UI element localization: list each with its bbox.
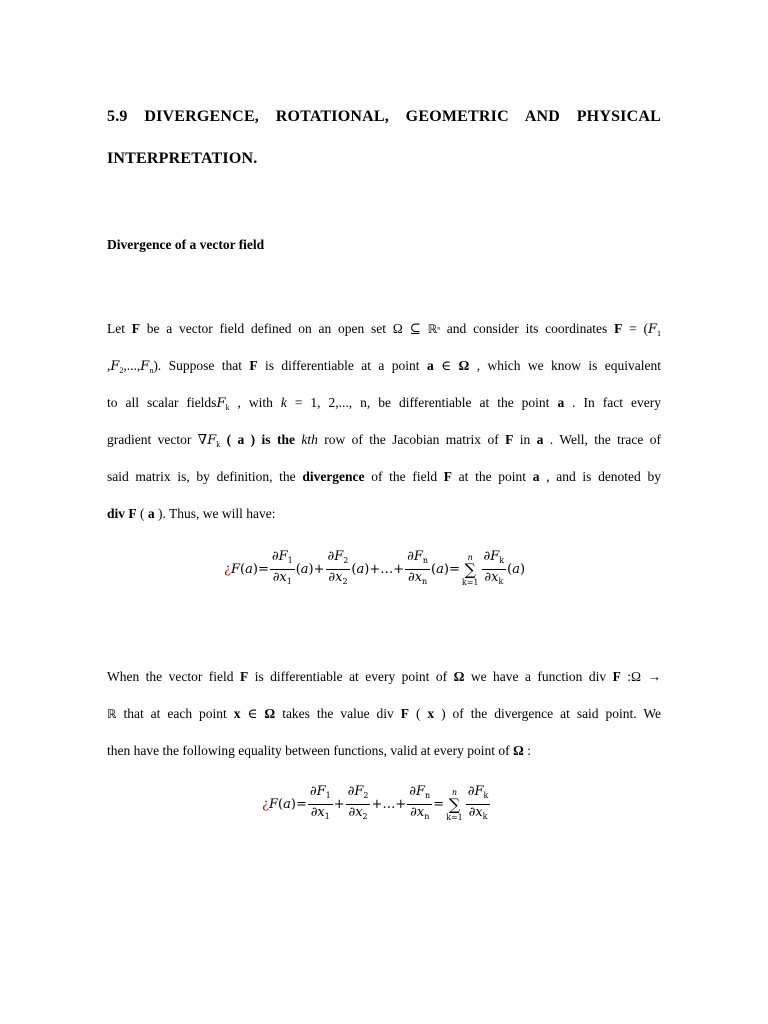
math-F: F xyxy=(316,784,326,799)
math-partial: ∂ xyxy=(310,805,318,820)
text: = ( xyxy=(622,321,648,336)
text-bold: a xyxy=(147,506,155,521)
text: , and is denoted by xyxy=(539,469,661,484)
math-a: a xyxy=(245,562,253,577)
paragraph-definition xyxy=(107,310,661,532)
section-heading-line-2: INTERPRETATION. xyxy=(107,150,258,167)
text-italic: kth xyxy=(301,432,318,447)
math-subscript: 2 xyxy=(343,556,349,565)
text: is differentiable at every point of xyxy=(248,669,454,684)
text: . Well, the trace of xyxy=(543,432,661,447)
text-italic: k xyxy=(280,395,287,410)
summation xyxy=(446,788,463,822)
text: When the vector field xyxy=(107,669,240,684)
math-F: F xyxy=(647,322,657,337)
math-paren: ( xyxy=(295,562,301,577)
math-F: F xyxy=(413,549,423,564)
broken-glyph: ¿ xyxy=(262,797,269,812)
math-equals: = xyxy=(257,562,269,577)
math-partial: ∂ xyxy=(407,549,414,564)
math-subscript: k xyxy=(483,791,489,800)
math-subscript: k xyxy=(498,577,504,586)
math-partial: ∂ xyxy=(309,784,317,799)
math-partial: ∂ xyxy=(407,570,415,585)
math-subscript: 2 xyxy=(362,812,368,821)
text: in xyxy=(513,432,537,447)
math-a: a xyxy=(300,562,309,577)
text: row of the Jacobian matrix of xyxy=(317,432,506,447)
fraction xyxy=(405,549,430,590)
math-a: a xyxy=(436,562,444,577)
text: ( xyxy=(136,506,148,521)
math-x: x xyxy=(475,805,483,820)
subsection-heading: Divergence of a vector field xyxy=(107,237,265,252)
text-bold: ) is the xyxy=(244,432,302,447)
fraction xyxy=(407,784,432,825)
math-x: x xyxy=(416,805,425,820)
text-bold: F xyxy=(240,669,249,684)
fraction xyxy=(482,549,507,590)
paragraph-line xyxy=(107,458,661,495)
math-equals: = xyxy=(433,797,445,812)
math-a: a xyxy=(356,562,365,577)
sigma-symbol: ∑ xyxy=(448,794,461,814)
text-bold: a xyxy=(532,469,540,484)
paragraph-line xyxy=(107,495,661,532)
text: : xyxy=(523,743,531,758)
text-bold: x xyxy=(427,706,435,721)
math-partial: ∂ xyxy=(347,784,355,799)
reals-symbol: ℝ xyxy=(107,707,117,721)
math-paren: ( xyxy=(431,562,437,577)
math-paren: ) xyxy=(308,562,314,577)
math-ellipsis: … xyxy=(382,797,396,812)
math-subscript: 2 xyxy=(342,577,348,586)
math-partial: ∂ xyxy=(483,549,491,564)
text: and consider its coordinates xyxy=(440,321,615,336)
math-subscript: n xyxy=(425,791,431,800)
text-bold: Ω xyxy=(264,706,276,721)
math-plus: + xyxy=(393,562,405,577)
text: ∈ xyxy=(240,706,265,721)
fraction xyxy=(308,784,333,825)
fraction xyxy=(466,784,491,825)
text: takes the value div xyxy=(275,706,401,721)
math-partial: ∂ xyxy=(272,570,280,585)
text: ). Suppose that xyxy=(153,358,250,373)
math-x: x xyxy=(491,570,499,585)
text: ( xyxy=(408,706,428,721)
text: = 1, 2,..., n, be differentiable at the point xyxy=(286,395,558,410)
fraction xyxy=(270,549,295,590)
math-partial: ∂ xyxy=(410,805,417,820)
divergence-formula-pointwise xyxy=(224,549,525,590)
math-subscript: 1 xyxy=(324,812,330,821)
math-subscript: n xyxy=(149,366,154,375)
fraction xyxy=(326,549,351,590)
paragraph-function xyxy=(107,658,661,769)
math-subscript: k xyxy=(225,403,230,412)
text-bold: a xyxy=(237,432,245,447)
text-bold: divergence xyxy=(302,469,365,484)
text: Let xyxy=(107,321,132,336)
math-paren: ) xyxy=(252,562,258,577)
paragraph-line xyxy=(107,695,661,732)
math-subscript: 1 xyxy=(286,577,292,586)
section-heading-line-1: 5.9 DIVERGENCE, ROTATIONAL, GEOMETRIC AND PHYSICAL xyxy=(107,108,661,125)
text: , xyxy=(107,358,111,373)
sum-upper-limit: n xyxy=(451,787,457,797)
math-F: F xyxy=(354,784,364,799)
text-bold: a xyxy=(536,432,544,447)
reals-symbol: ℝ xyxy=(427,322,438,336)
math-F: F xyxy=(268,797,279,812)
math-a: a xyxy=(283,797,291,812)
text-bold: F xyxy=(505,432,514,447)
math-equals: = xyxy=(295,797,307,812)
sigma-symbol: ∑ xyxy=(464,559,476,579)
math-paren: ) xyxy=(443,562,449,577)
text: gradient vector ∇ xyxy=(107,432,208,447)
math-F: F xyxy=(278,549,288,564)
sum-lower-limit: k=1 xyxy=(446,812,463,822)
text-bold: F xyxy=(400,706,409,721)
math-partial: ∂ xyxy=(327,549,335,564)
math-F: F xyxy=(207,433,217,448)
math-partial: ∂ xyxy=(484,570,492,585)
math-F: F xyxy=(140,359,150,374)
text: at the point xyxy=(452,469,533,484)
text-bold: F xyxy=(614,321,623,336)
math-subscript: 1 xyxy=(657,329,661,338)
math-subscript: k xyxy=(216,440,221,449)
text: we have a function div xyxy=(464,669,613,684)
math-partial: ∂ xyxy=(271,549,279,564)
paragraph-line xyxy=(107,421,661,458)
text-bold: F xyxy=(131,321,141,336)
text: ) of the divergence at said point. We xyxy=(434,706,662,721)
paragraph-line xyxy=(107,732,661,769)
math-paren: ) xyxy=(519,562,526,577)
text: is differentiable at a point xyxy=(257,358,427,373)
text: , with xyxy=(229,395,281,410)
math-x: x xyxy=(335,570,343,585)
math-plus: + xyxy=(333,797,345,812)
math-x: x xyxy=(355,805,363,820)
math-x: x xyxy=(414,570,423,585)
math-paren: ( xyxy=(351,562,357,577)
text-bold: a xyxy=(557,395,565,410)
text: :Ω → xyxy=(620,669,661,684)
text: of the field xyxy=(364,469,444,484)
math-F: F xyxy=(490,549,500,564)
math-subscript: n xyxy=(422,577,428,586)
math-partial: ∂ xyxy=(467,784,475,799)
text: then have the following equality between functions, valid at every point of xyxy=(107,743,514,758)
text-bold: div F xyxy=(107,506,137,521)
text-bold: F xyxy=(249,358,258,373)
summation xyxy=(462,553,479,587)
fraction xyxy=(346,784,371,825)
text: ∈ xyxy=(433,358,459,373)
text: be a vector field defined on an open set Ω ⊆ xyxy=(140,321,428,336)
text-bold: a xyxy=(426,358,434,373)
paragraph-line xyxy=(107,384,661,421)
math-F: F xyxy=(110,359,120,374)
math-subscript: n xyxy=(424,812,430,821)
text-bold: F xyxy=(443,469,452,484)
math-paren: ) xyxy=(364,562,370,577)
math-paren: ) xyxy=(290,797,296,812)
text-bold: Ω xyxy=(453,669,465,684)
math-F: F xyxy=(474,784,484,799)
paragraph-line xyxy=(107,347,661,384)
text: to all scalar fields xyxy=(107,395,217,410)
paragraph-line xyxy=(107,658,661,695)
math-plus: + xyxy=(369,562,381,577)
math-x: x xyxy=(317,805,325,820)
math-subscript: 1 xyxy=(325,791,331,800)
math-partial: ∂ xyxy=(409,784,417,799)
math-subscript: 2 xyxy=(363,791,369,800)
text: said matrix is, by definition, the xyxy=(107,469,303,484)
sum-upper-limit: n xyxy=(467,552,473,562)
math-a: a xyxy=(512,562,520,577)
math-plus: + xyxy=(313,562,325,577)
divergence-formula-function xyxy=(262,784,491,825)
sum-lower-limit: k=1 xyxy=(461,577,479,587)
math-plus: + xyxy=(371,797,383,812)
math-partial: ∂ xyxy=(328,570,336,585)
math-F: F xyxy=(230,562,241,577)
math-F: F xyxy=(216,396,226,411)
math-subscript: n xyxy=(422,556,429,565)
math-partial: ∂ xyxy=(468,805,476,820)
text-bold: ( xyxy=(220,432,238,447)
broken-glyph: ¿ xyxy=(224,562,231,577)
math-subscript: 2 xyxy=(119,366,124,375)
text: that at each point xyxy=(116,706,234,721)
superscript-n: ⁿ xyxy=(437,324,441,334)
text-bold: x xyxy=(233,706,241,721)
math-subscript: k xyxy=(482,812,488,821)
math-paren: ( xyxy=(278,797,284,812)
text: ). Thus, we will have: xyxy=(154,506,276,521)
text: . In fact every xyxy=(564,395,661,410)
text: ,..., xyxy=(123,358,141,373)
text: , which we know is equivalent xyxy=(469,358,661,373)
math-F: F xyxy=(334,549,344,564)
math-subscript: 1 xyxy=(287,556,293,565)
math-x: x xyxy=(279,570,287,585)
text-bold: Ω xyxy=(458,358,470,373)
math-plus: + xyxy=(395,797,407,812)
math-F: F xyxy=(416,784,426,799)
math-subscript: k xyxy=(499,556,505,565)
text-bold: F xyxy=(612,669,621,684)
math-paren: ( xyxy=(240,562,246,577)
math-ellipsis: … xyxy=(380,562,394,577)
math-partial: ∂ xyxy=(348,805,356,820)
text-bold: Ω xyxy=(513,743,524,758)
math-equals: = xyxy=(448,562,460,577)
paragraph-line xyxy=(107,310,661,347)
math-paren: ( xyxy=(507,562,513,577)
